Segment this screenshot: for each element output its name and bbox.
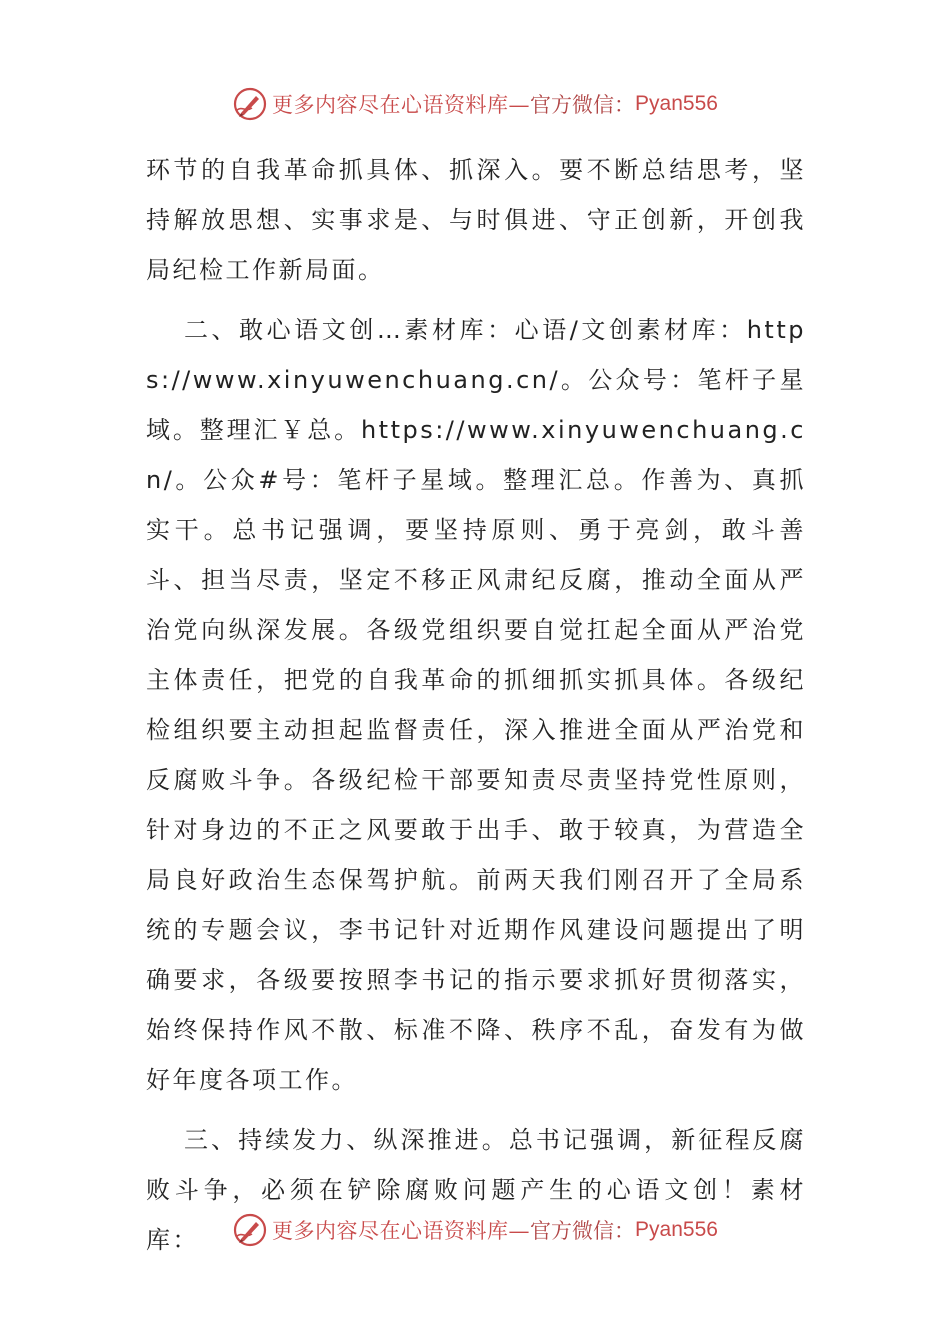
- pen-logo-icon: [232, 86, 268, 122]
- paragraph-1: 环节的自我革命抓具体、抓深入。要不断总结思考，坚持解放思想、实事求是、与时俱进、守正创新，开创我局纪检工作新局面。: [146, 156, 806, 284]
- banner-wechat-label: 官方微信：: [530, 1219, 636, 1243]
- header-banner: [0, 82, 950, 126]
- banner-text: 更多内容尽在心语资料库—: [272, 1219, 531, 1243]
- banner-wechat-id: Pyan556: [635, 1218, 718, 1241]
- banner-wechat-label: 官方微信：: [530, 93, 636, 117]
- paragraph-3: 三、持续发力、纵深推进。总书记强调，新征程反腐败斗争，必须在铲除腐败问题产生的心语文创！素材库：: [146, 1126, 806, 1254]
- footer-banner: [0, 1208, 950, 1252]
- banner-text: 更多内容尽在心语资料库—: [272, 93, 531, 117]
- paragraph-2: 二、敢心语文创…素材库：心语/文创素材库：https://www.xinyuwenchuang.cn/。公众号：笔杆子星域。整理汇￥总。https://www.xinyuwenchuang.cn/。公众#号：笔杆子星域。整理汇总。作善为、真抓实干。总书记强调，要坚持原则、勇于亮剑，敢斗善斗、担当尽责，坚定不移正风肃纪反腐，推动全面从严治党向纵深发展。各级党组织要自觉扛起全面从严治党主体责任，把党的自我革命的抓细抓实抓具体。各级纪检组织要主动担起监督责任，深入推进全面从严治党和反腐败斗争。各级纪检干部要知责尽责坚持党性原则，针对身边的不正之风要敢于出手、敢于较真，为营造全局良好政治生态保驾护航。前两天我们刚召开了全局系统的专题会议，李书记针对近期作风建设问题提出了明确要求，各级要按照李书记的指示要求抓好贯彻落实，始终保持作风不散、标准不降、秩序不乱，奋发有为做好年度各项工作。: [146, 316, 806, 1094]
- document-body: [146, 145, 806, 1265]
- pen-logo-icon: [232, 1212, 268, 1248]
- banner-wechat-id: Pyan556: [635, 92, 718, 115]
